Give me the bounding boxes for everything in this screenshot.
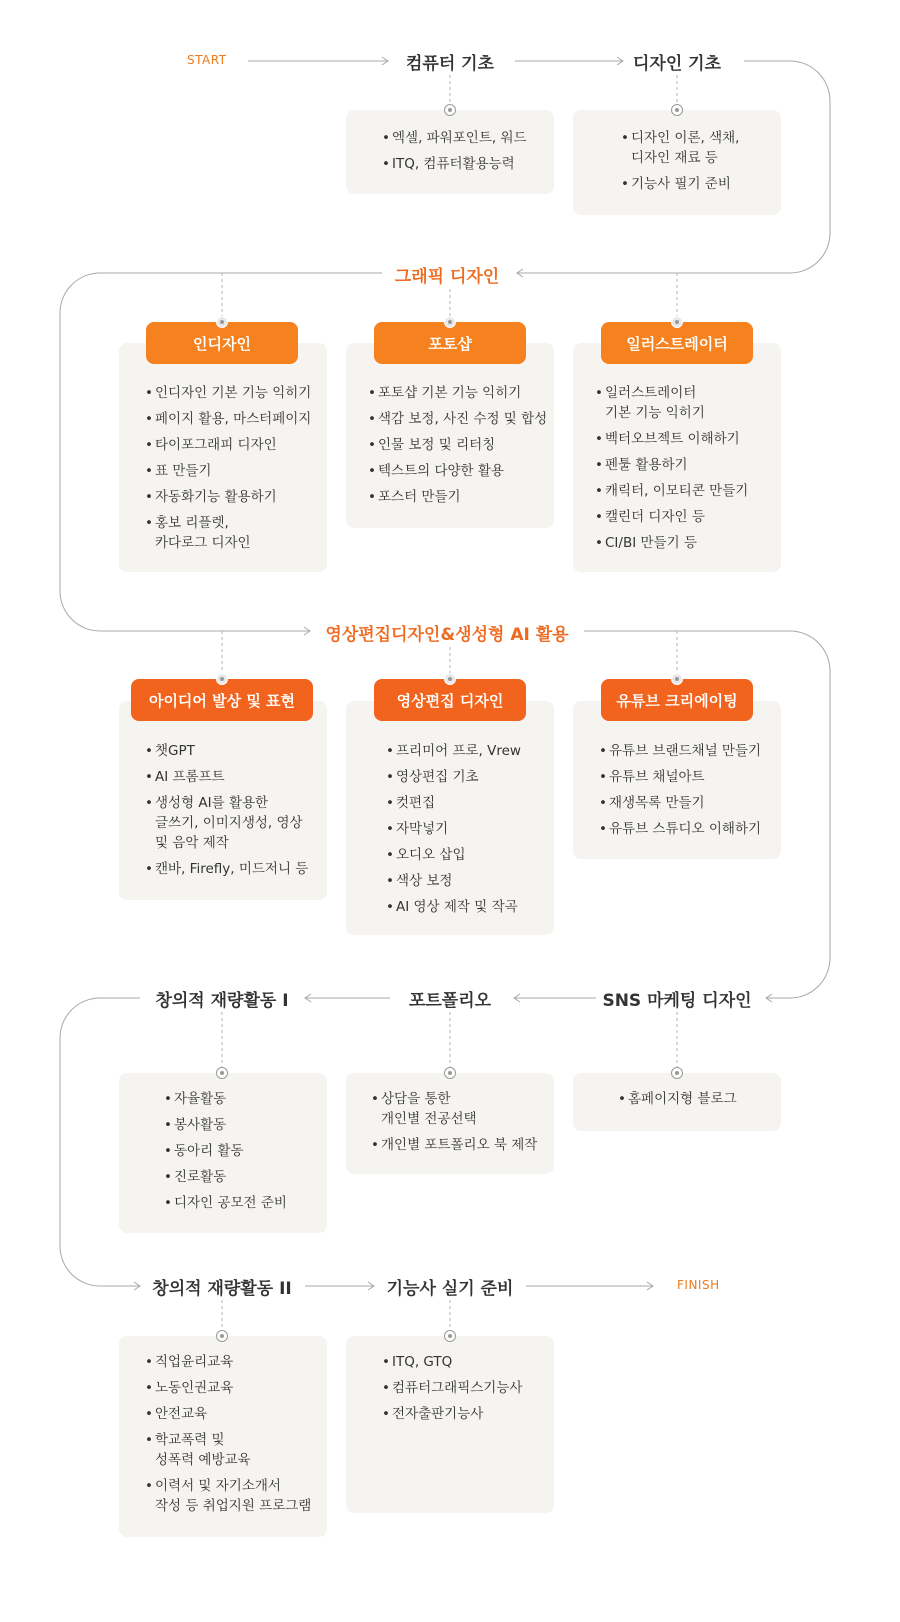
photoshop-box xyxy=(346,343,554,528)
list-item: • 학교폭력 및 성폭력 예방교육 xyxy=(145,1430,327,1470)
list-item: • 기능사 필기 준비 xyxy=(621,174,781,194)
list-item: • 재생목록 만들기 xyxy=(599,793,781,813)
course-title-video-edit: 영상편집 디자인 xyxy=(374,679,526,721)
list-item: • 자막넣기 xyxy=(386,819,554,839)
list-item: • 자동화기능 활용하기 xyxy=(145,487,327,507)
connector-dot xyxy=(444,104,456,116)
section-title-video-ai: 영상편집디자인&생성형 AI 활용 xyxy=(325,625,569,645)
list-item: • ITQ, 컴퓨터활용능력 xyxy=(382,154,554,174)
course-title-illustrator: 일러스트레이터 xyxy=(601,322,753,364)
stage-title-computer-basics: 컴퓨터 기초 xyxy=(405,54,495,74)
list-item: • AI 영상 제작 및 작곡 xyxy=(386,897,554,917)
list-item: • 캔바, Firefly, 미드저니 등 xyxy=(145,859,327,879)
list-item: • 영상편집 기초 xyxy=(386,767,554,787)
connector-dot xyxy=(671,104,683,116)
list-item: • 포토샵 기본 기능 익히기 xyxy=(368,383,554,403)
connector-dot xyxy=(216,673,228,685)
list-item: • 표 만들기 xyxy=(145,461,327,481)
list-item: • 봉사활동 xyxy=(164,1115,327,1135)
list-item: • 진로활동 xyxy=(164,1167,327,1187)
connector-dot xyxy=(671,673,683,685)
stage-title-portfolio: 포트폴리오 xyxy=(408,991,492,1011)
list-item: • 이력서 및 자기소개서 작성 등 취업지원 프로그램 xyxy=(145,1476,327,1516)
list-item: • 디자인 이론, 색채, 디자인 재료 등 xyxy=(621,128,781,168)
section-title-graphic-design: 그래픽 디자인 xyxy=(394,267,500,287)
design-basics-box xyxy=(573,110,781,215)
course-title-idea: 아이디어 발상 및 표현 xyxy=(131,679,313,721)
connector-dot xyxy=(671,316,683,328)
list-item: • 개인별 포트폴리오 북 제작 xyxy=(371,1135,554,1155)
list-item: • 프리미어 프로, Vrew xyxy=(386,741,554,761)
list-item: • 홈페이지형 블로그 xyxy=(618,1089,781,1109)
computer-basics-box xyxy=(346,110,554,194)
course-title-indesign: 인디자인 xyxy=(146,322,298,364)
list-item: • 유튜브 채널아트 xyxy=(599,767,781,787)
finish-label: FINISH xyxy=(677,1278,720,1292)
connector-dot xyxy=(444,316,456,328)
stage-title-creative-2: 창의적 재량활동 II xyxy=(152,1279,292,1299)
sns-box xyxy=(573,1073,781,1131)
illustrator-box xyxy=(573,343,781,572)
list-item: • 일러스트레이터 기본 기능 익히기 xyxy=(595,383,781,423)
connector-dot xyxy=(444,673,456,685)
list-item: • 텍스트의 다양한 활용 xyxy=(368,461,554,481)
list-item: • AI 프롬프트 xyxy=(145,767,327,787)
list-item: • 펜툴 활용하기 xyxy=(595,455,781,475)
list-item: • 홍보 리플렛, 카다로그 디자인 xyxy=(145,513,327,553)
list-item: • CI/BI 만들기 등 xyxy=(595,533,781,553)
list-item: • 안전교육 xyxy=(145,1404,327,1424)
portfolio-box xyxy=(346,1073,554,1174)
list-item: • ITQ, GTQ xyxy=(382,1352,554,1372)
list-item: • 유튜브 스튜디오 이해하기 xyxy=(599,819,781,839)
list-item: • 색감 보정, 사진 수정 및 합성 xyxy=(368,409,554,429)
creative-2-box xyxy=(119,1336,327,1537)
indesign-box xyxy=(119,343,327,572)
list-item: • 생성형 AI를 활용한 글쓰기, 이미지생성, 영상 및 음악 제작 xyxy=(145,793,327,853)
list-item: • 동아리 활동 xyxy=(164,1141,327,1161)
practical-box xyxy=(346,1336,554,1513)
idea-box xyxy=(119,701,327,900)
list-item: • 챗GPT xyxy=(145,741,327,761)
list-item: • 타이포그래피 디자인 xyxy=(145,435,327,455)
connector-dot xyxy=(216,1067,228,1079)
connector-dot xyxy=(444,1330,456,1342)
list-item: • 색상 보정 xyxy=(386,871,554,891)
list-item: • 캐릭터, 이모티콘 만들기 xyxy=(595,481,781,501)
video-edit-box xyxy=(346,701,554,935)
list-item: • 인물 보정 및 리터칭 xyxy=(368,435,554,455)
list-item: • 상담을 통한 개인별 전공선택 xyxy=(371,1089,554,1129)
creative-1-box xyxy=(119,1073,327,1233)
connector-dot xyxy=(216,316,228,328)
list-item: • 캘린더 디자인 등 xyxy=(595,507,781,527)
list-item: • 유튜브 브랜드채널 만들기 xyxy=(599,741,781,761)
list-item: • 포스터 만들기 xyxy=(368,487,554,507)
stage-title-practical-exam: 기능사 실기 준비 xyxy=(386,1279,514,1299)
list-item: • 전자출판기능사 xyxy=(382,1404,554,1424)
list-item: • 디자인 공모전 준비 xyxy=(164,1193,327,1213)
stage-title-design-basics: 디자인 기초 xyxy=(632,54,722,74)
list-item: • 노동인권교육 xyxy=(145,1378,327,1398)
list-item: • 오디오 삽입 xyxy=(386,845,554,865)
stage-title-creative-1: 창의적 재량활동 I xyxy=(155,991,289,1011)
list-item: • 자율활동 xyxy=(164,1089,327,1109)
list-item: • 페이지 활용, 마스터페이지 xyxy=(145,409,327,429)
list-item: • 컷편집 xyxy=(386,793,554,813)
youtube-box xyxy=(573,701,781,859)
list-item: • 컴퓨터그래픽스기능사 xyxy=(382,1378,554,1398)
stage-title-sns-marketing: SNS 마케팅 디자인 xyxy=(602,991,752,1011)
course-title-photoshop: 포토샵 xyxy=(374,322,526,364)
list-item: • 벡터오브젝트 이해하기 xyxy=(595,429,781,449)
connector-dot xyxy=(444,1067,456,1079)
connector-dot xyxy=(216,1330,228,1342)
list-item: • 직업윤리교육 xyxy=(145,1352,327,1372)
list-item: • 인디자인 기본 기능 익히기 xyxy=(145,383,327,403)
list-item: • 엑셀, 파워포인트, 워드 xyxy=(382,128,554,148)
course-title-youtube: 유튜브 크리에이팅 xyxy=(601,679,753,721)
connector-dot xyxy=(671,1067,683,1079)
start-label: START xyxy=(187,53,227,67)
